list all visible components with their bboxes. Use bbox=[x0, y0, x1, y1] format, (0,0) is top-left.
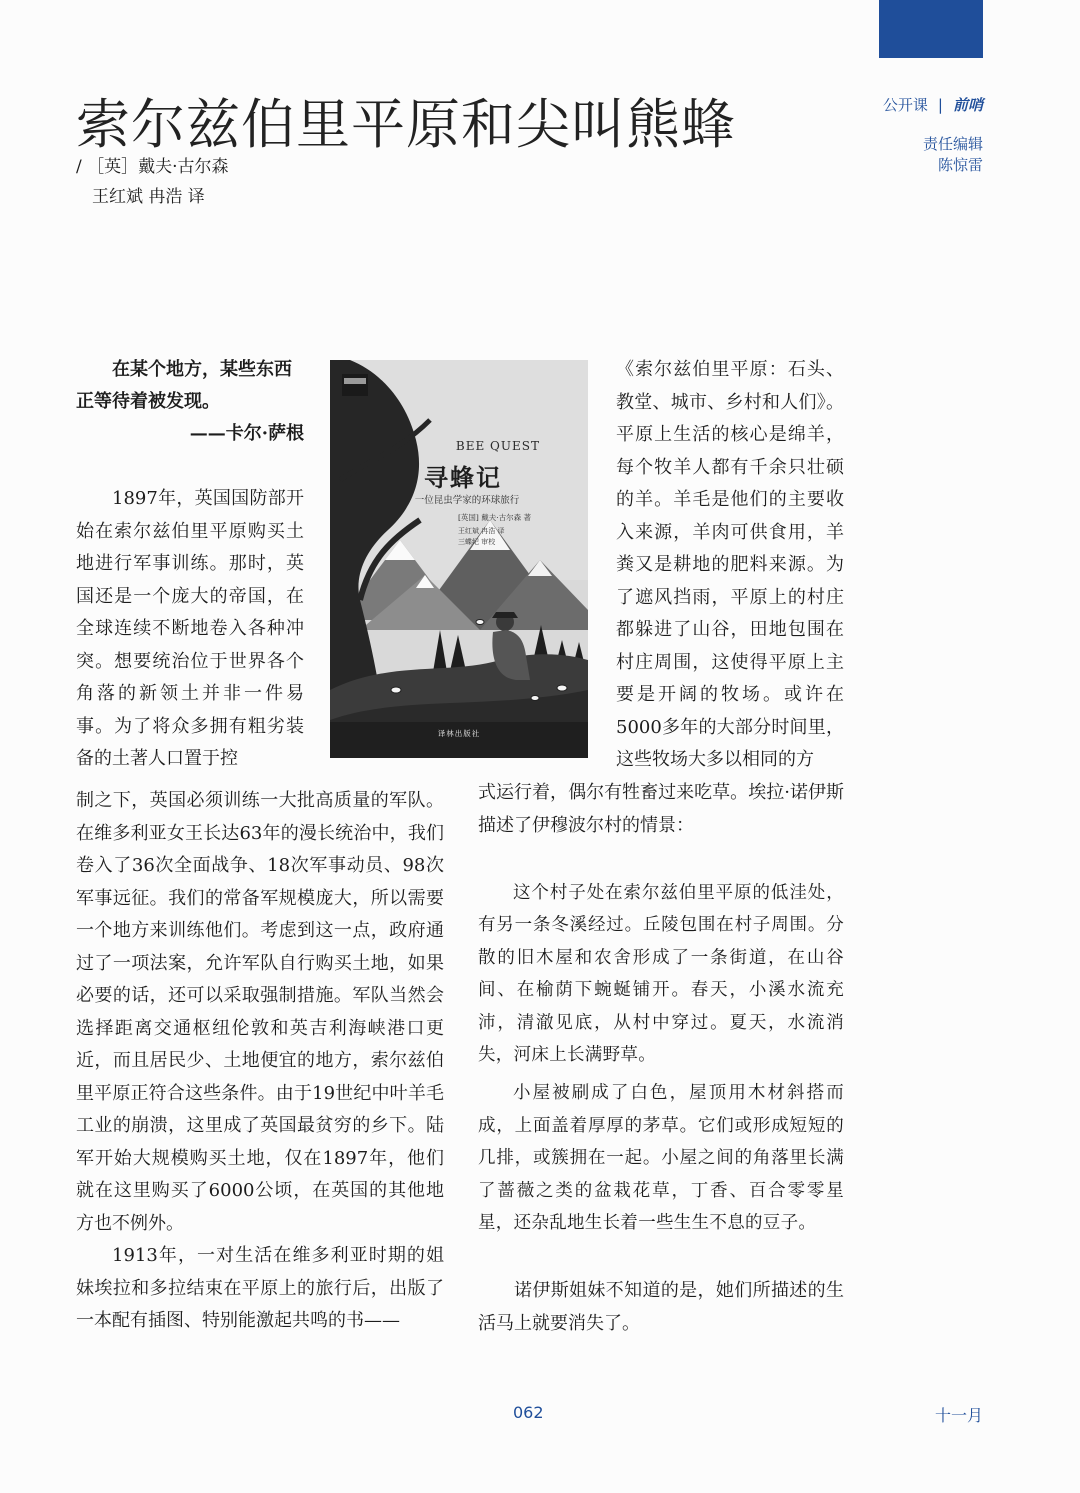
body-column-1-top bbox=[76, 483, 304, 776]
paragraph: 《索尔兹伯里平原：石头、教堂、城市、乡村和人们》。平原上生活的核心是绵羊，每个牧羊人都有千余只壮硕的羊。羊毛是他们的主要收入来源，羊肉可供食用，羊粪又是耕地的肥料来源。为了遮风挡雨，平原上的村庄都躲进了山谷，田地包围在村庄周围，这使得平原上主要是开阔的牧场。或许在5000多年的大部分时间里，这些牧场大多以相同的方 bbox=[616, 359, 844, 770]
cover-author: [英国] 戴夫·古尔森 著 bbox=[458, 513, 532, 522]
body-column-2-top bbox=[616, 354, 844, 777]
magazine-logo: 前哨 bbox=[952, 96, 983, 114]
editor-name: 陈惊雷 bbox=[937, 156, 983, 174]
epigraph bbox=[76, 354, 304, 450]
issue-month: 十一月 bbox=[934, 1406, 983, 1425]
cover-english-title: BEE QUEST bbox=[455, 439, 540, 453]
translator-line: 王红斌 冉浩 译 bbox=[92, 187, 205, 207]
editor-credit bbox=[923, 134, 983, 176]
editor-label: 责任编辑 bbox=[922, 135, 983, 153]
cover-illustration bbox=[330, 360, 588, 758]
paragraph: 1897年，英国国防部开始在索尔兹伯里平原购买土地进行军事训练。那时，英国还是一个庞大的帝国，在全球连续不断地卷入各种冲突。想要统治位于世界各个角落的新领土并非一件易事。为了将众多拥有粗劣装备的土著人口置于控 bbox=[76, 488, 304, 769]
cover-publisher: 译林出版社 bbox=[437, 729, 481, 738]
section-label bbox=[883, 94, 983, 115]
epigraph-line-1: 在某个地方，某些东西 bbox=[112, 359, 292, 380]
section-separator: | bbox=[937, 96, 943, 114]
author-line: / ［英］戴夫·古尔森 bbox=[76, 157, 229, 177]
byline bbox=[76, 152, 229, 212]
paragraph: 1913年，一对生活在维多利亚时期的姐妹埃拉和多拉结束在平原上的旅行后，出版了一本配有插图、特别能激起共鸣的书—— bbox=[76, 1245, 444, 1331]
paragraph: 制之下，英国必须训练一大批高质量的军队。在维多利亚女王长达63年的漫长统治中，我们卷入了36次全面战争、18次军事动员、98次军事远征。我们的常备军规模庞大，所以需要一个地方来训练他们。考虑到这一点，政府通过了一项法案，允许军队自行购买土地，如果必要的话，还可以采取强制措施。军队当然会选择距离交通枢纽伦敦和英吉利海峡港口更近，而且居民少、土地便宜的地方，索尔兹伯里平原正符合这些条件。由于19世纪中叶羊毛工业的崩溃，这里成了英国最贫穷的乡下。陆军开始大规模购买土地，仅在1897年，他们就在这里购买了6000公顷，在英国的其他地方也不例外。 bbox=[76, 790, 444, 1234]
quote-paragraph: 这个村子处在索尔兹伯里平原的低洼处，有另一条冬溪经过。丘陵包围在村子周围。分散的旧木屋和农舍形成了一条街道，在山谷间、在榆荫下蜿蜒铺开。春天，小溪水流充沛，清澈见底，从村中穿过。夏天，水流消失，河床上长满野草。 bbox=[478, 883, 844, 1066]
page-number: 062 bbox=[513, 1403, 544, 1422]
cover-reviewer-line: 三蝶纪 审校 bbox=[458, 538, 496, 546]
section-name: 公开课 bbox=[882, 96, 928, 114]
cover-subtitle: 一位昆虫学家的环球旅行 bbox=[414, 495, 520, 506]
article-title: 索尔兹伯里平原和尖叫熊蜂 bbox=[76, 93, 736, 156]
epigraph-attribution: ——卡尔·萨根 bbox=[189, 423, 304, 444]
paragraph: 式运行着，偶尔有牲畜过来吃草。埃拉·诺伊斯描述了伊穆波尔村的情景： bbox=[478, 782, 844, 836]
epigraph-line-2: 正等待着被发现。 bbox=[76, 391, 220, 412]
quote-paragraph: 小屋被刷成了白色，屋顶用木材斜搭而成，上面盖着厚厚的茅草。它们或形成短短的几排，或簇拥在一起。小屋之间的角落里长满了蔷薇之类的盆栽花草，丁香、百合零零星星，还杂乱地生长着一些生生不息的豆子。 bbox=[478, 1083, 844, 1234]
body-column-2-middle bbox=[478, 777, 844, 842]
cover-title: 寻蜂记 bbox=[424, 463, 502, 492]
block-quote bbox=[478, 877, 844, 1239]
book-cover-image bbox=[330, 360, 588, 758]
cover-translator-line: 王红斌 冉浩 译 bbox=[458, 527, 505, 535]
closing-paragraph bbox=[478, 1275, 844, 1340]
body-column-1-bottom bbox=[76, 785, 444, 1338]
section-color-tab bbox=[879, 0, 983, 58]
cover-translators bbox=[458, 526, 504, 548]
paragraph: 诺伊斯姐妹不知道的是，她们所描述的生活马上就要消失了。 bbox=[478, 1280, 844, 1334]
